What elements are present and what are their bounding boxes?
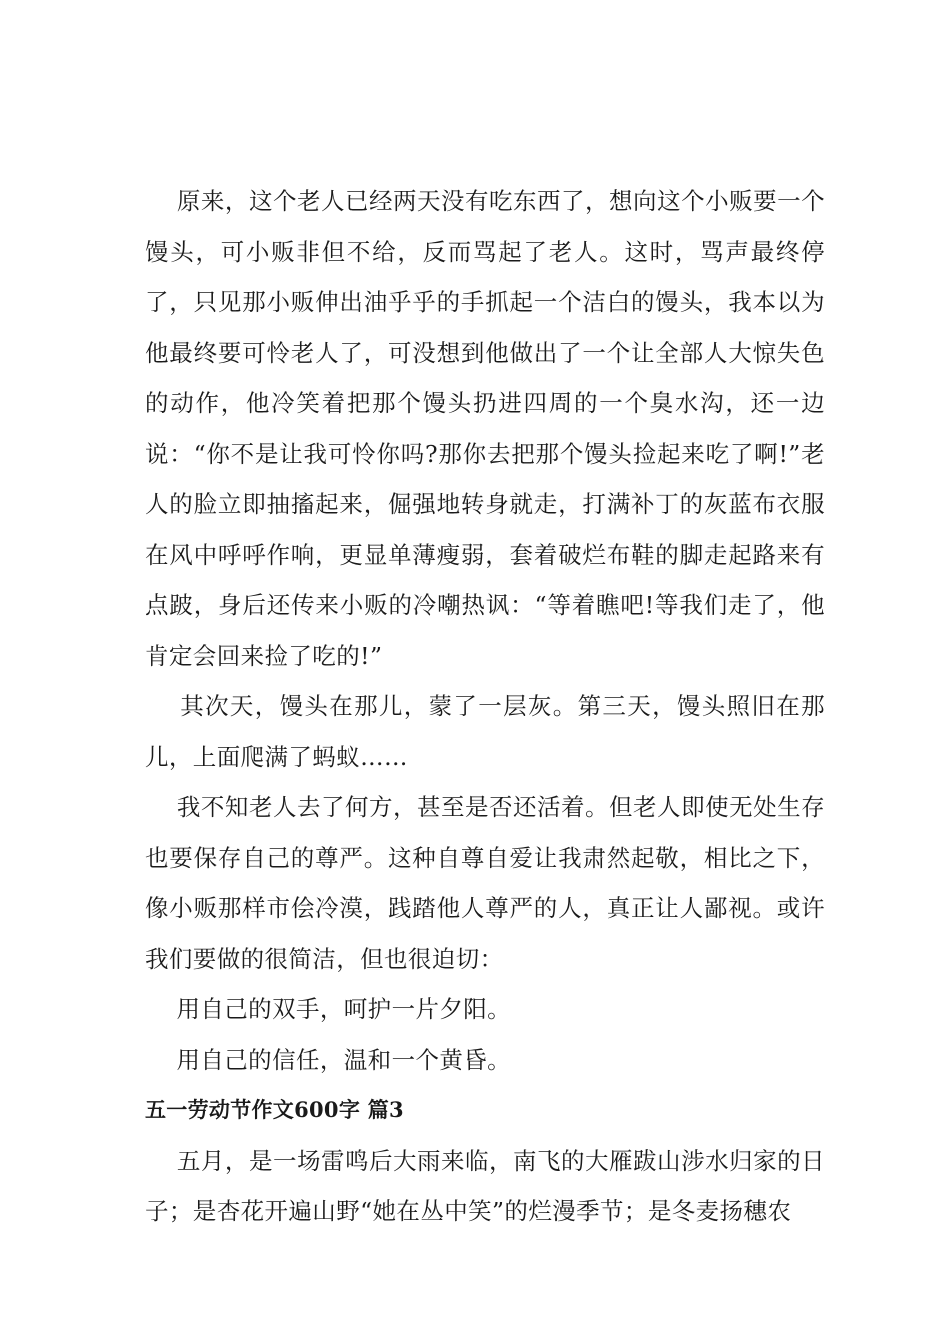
paragraph-old-man-story: 原来，这个老人已经两天没有吃东西了，想向这个小贩要一个馒头，可小贩非但不给，反而骂起了老人。这时，骂声最终停了，只见那小贩伸出油乎乎的手抓起一个洁白的馒头，我本以为他最终要可怜老人了，可没想到他做出了一个让全部人大惊失色的动作，他冷笑着把那个馒头扔进四周的一个臭水沟，还一边说：“你不是让我可怜你吗?那你去把那个馒头捡起来吃了啊!”老人的脸立即抽搐起来，倔强地转身就走，打满补丁的灰蓝布衣服在风中呼呼作响，更显单薄瘦弱，套着破烂布鞋的脚走起路来有点跛，身后还传来小贩的冷嘲热讽：“等着瞧吧!等我们走了，他肯定会回来捡了吃的!” [145, 187, 825, 670]
paragraph-hands-sunset: 用自己的双手，呵护一片夕阳。 [145, 995, 512, 1023]
paragraph-reflection: 我不知老人去了何方，甚至是否还活着。但老人即使无处生存也要保存自己的尊严。这种自尊自爱让我肃然起敬，相比之下，像小贩那样市侩冷漠，践踏他人尊严的人，真正让人鄙视。或许我们要做的很简洁，但也很迫切： [145, 793, 825, 973]
paragraph-may-essay: 五月，是一场雷鸣后大雨来临，南飞的大雁跋山涉水归家的日子；是杏花开遍山野“她在丛中笑”的烂漫季节；是冬麦扬穗农 [145, 1146, 825, 1225]
paragraph-steamed-bun-days: 其次天，馒头在那儿，蒙了一层灰。第三天，馒头照旧在那儿，上面爬满了蚂蚁…… [145, 692, 826, 771]
document-body [145, 176, 825, 1237]
paragraph-trust-dusk: 用自己的信任，温和一个黄昏。 [145, 1045, 512, 1074]
section-heading: 五一劳动节作文600字 篇3 [145, 1097, 404, 1122]
